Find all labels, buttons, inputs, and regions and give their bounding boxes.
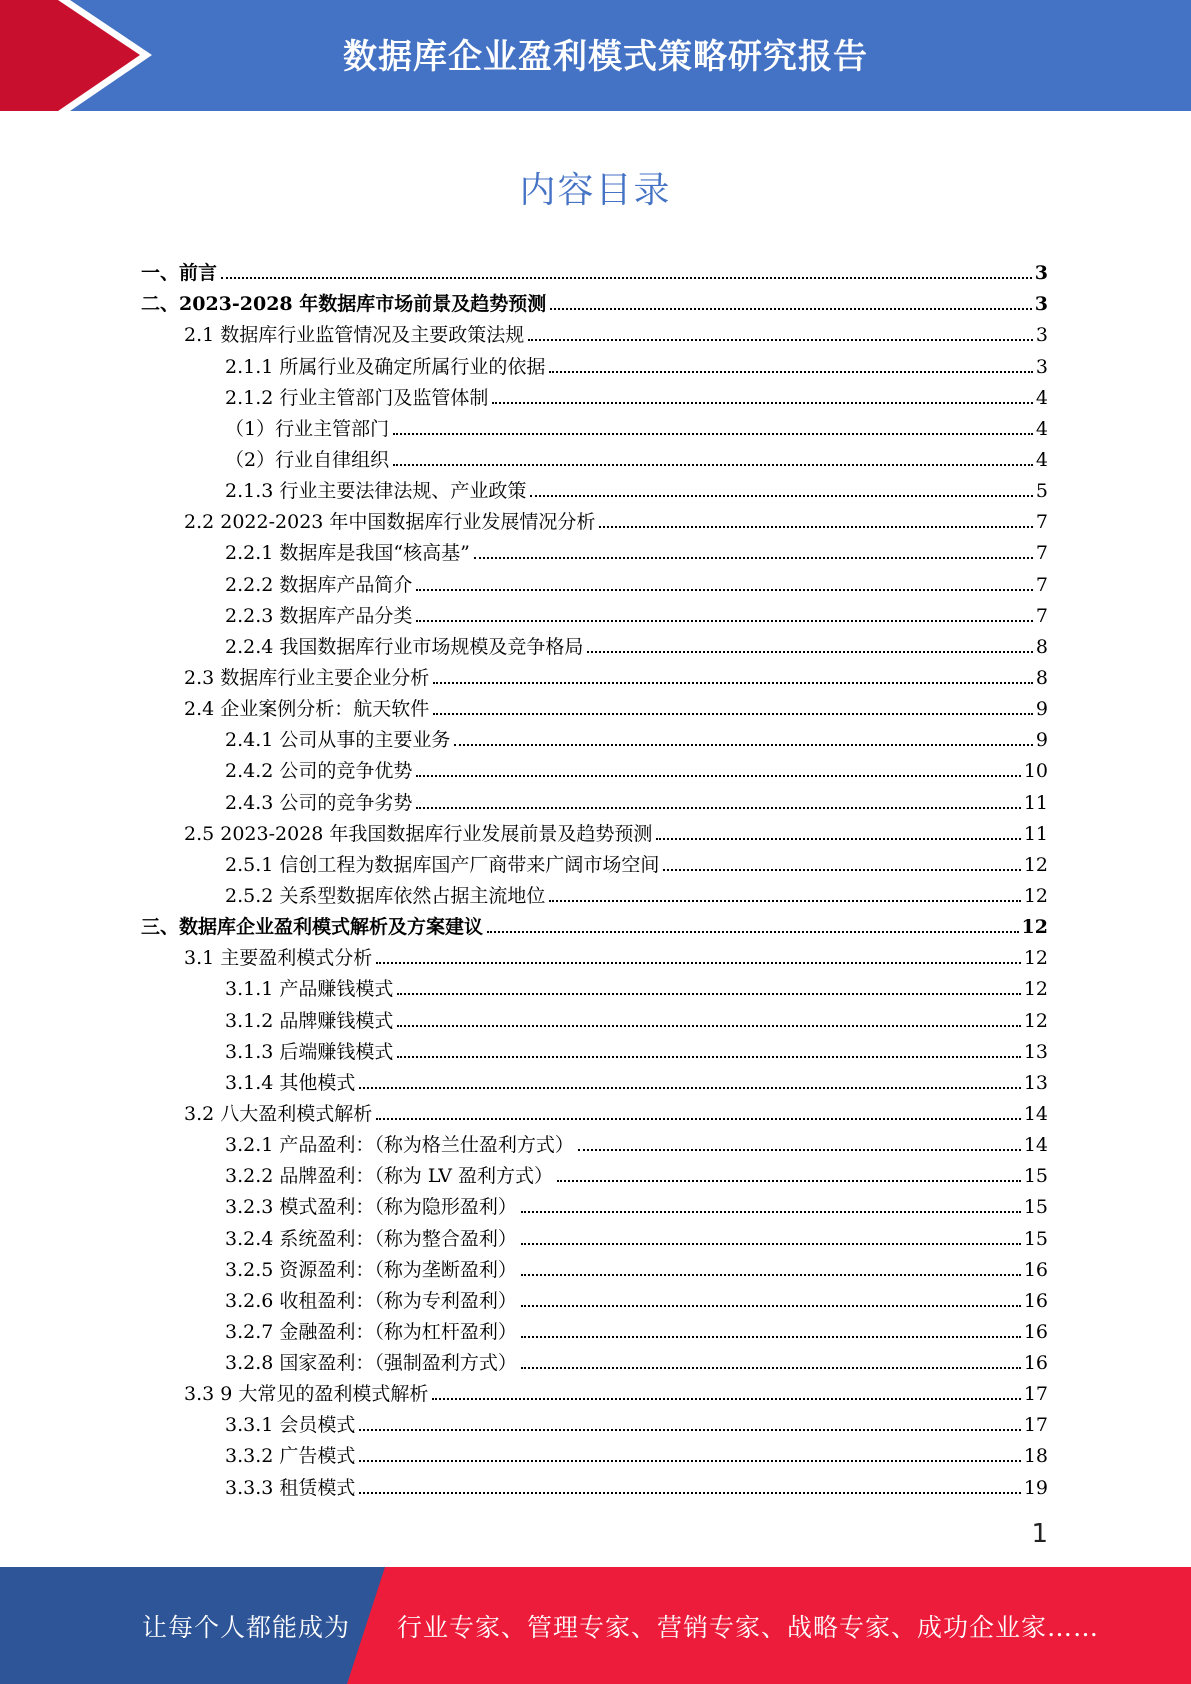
toc-entry[interactable] xyxy=(141,347,1048,378)
toc-dot-leader xyxy=(359,1087,1020,1089)
toc-entry-page: 16 xyxy=(1023,1352,1048,1375)
toc-entry-page: 14 xyxy=(1023,1134,1048,1157)
toc-entry-page: 16 xyxy=(1023,1320,1048,1343)
header-band xyxy=(0,0,1191,111)
toc-entry-page: 8 xyxy=(1035,666,1048,689)
toc-entry-title: 3.3.3 租赁模式 xyxy=(225,1476,356,1499)
table-of-contents xyxy=(141,254,1048,1500)
toc-dot-leader xyxy=(432,1398,1020,1400)
toc-dot-leader xyxy=(557,1180,1021,1182)
toc-entry-title: 2.1.2 行业主管部门及监管体制 xyxy=(225,386,489,409)
toc-entry-page: 7 xyxy=(1035,573,1048,596)
footer-slogan-left: 让每个人都能成为 xyxy=(142,1612,351,1642)
toc-entry-page: 10 xyxy=(1023,760,1048,783)
toc-dot-leader xyxy=(397,1025,1020,1027)
toc-entry[interactable] xyxy=(141,1033,1048,1064)
toc-entry[interactable] xyxy=(141,783,1048,814)
toc-dot-leader xyxy=(530,495,1033,497)
toc-entry-page: 8 xyxy=(1035,635,1048,658)
toc-entry[interactable] xyxy=(141,316,1048,347)
toc-title: 内容目录 xyxy=(519,170,672,211)
toc-entry-title: 2.2.4 我国数据库行业市场规模及竞争格局 xyxy=(225,635,584,658)
toc-entry-page: 4 xyxy=(1035,386,1048,409)
toc-entry[interactable] xyxy=(141,379,1048,410)
toc-entry-page: 9 xyxy=(1035,698,1048,721)
toc-dot-leader xyxy=(454,744,1033,746)
toc-entry-page: 12 xyxy=(1023,1009,1048,1032)
toc-entry[interactable] xyxy=(141,1406,1048,1437)
toc-entry[interactable] xyxy=(141,1095,1048,1126)
toc-entry-title: 3.1.3 后端赚钱模式 xyxy=(225,1040,394,1063)
toc-entry[interactable] xyxy=(141,1219,1048,1250)
toc-dot-leader xyxy=(393,433,1033,435)
toc-entry[interactable] xyxy=(141,659,1048,690)
toc-entry-title: 3.2 八大盈利模式解析 xyxy=(184,1102,373,1125)
toc-dot-leader xyxy=(663,869,1020,871)
toc-entry-page: 5 xyxy=(1035,480,1048,503)
toc-entry[interactable] xyxy=(141,1468,1048,1499)
toc-dot-leader xyxy=(550,308,1032,310)
toc-entry-page: 14 xyxy=(1023,1102,1048,1125)
toc-entry[interactable] xyxy=(141,1282,1048,1313)
toc-entry-title: 3.3 9 大常见的盈利模式解析 xyxy=(184,1383,429,1406)
toc-entry-title: 2.4 企业案例分析：航天软件 xyxy=(184,698,430,721)
toc-entry-title: 3.1.2 品牌赚钱模式 xyxy=(225,1009,394,1032)
toc-dot-leader xyxy=(578,1149,1021,1151)
toc-dot-leader xyxy=(359,1492,1020,1494)
toc-dot-leader xyxy=(549,371,1033,373)
toc-dot-leader xyxy=(416,589,1033,591)
toc-dot-leader xyxy=(416,807,1020,809)
toc-dot-leader xyxy=(359,1460,1020,1462)
toc-entry[interactable] xyxy=(141,1157,1048,1188)
toc-dot-leader xyxy=(521,1336,1021,1338)
toc-entry-page: 11 xyxy=(1023,822,1048,845)
toc-entry-title: 2.5 2023-2028 年我国数据库行业发展前景及趋势预测 xyxy=(184,822,653,845)
toc-entry-page: 4 xyxy=(1035,417,1048,440)
page-number: 1 xyxy=(1031,1519,1048,1549)
toc-entry[interactable] xyxy=(141,503,1048,534)
toc-entry-page: 12 xyxy=(1021,916,1048,939)
toc-entry-title: （1）行业主管部门 xyxy=(225,417,390,440)
toc-entry-page: 3 xyxy=(1035,355,1048,378)
toc-entry[interactable] xyxy=(141,939,1048,970)
toc-entry-page: 19 xyxy=(1023,1476,1048,1499)
toc-dot-leader xyxy=(528,339,1033,341)
toc-entry-title: 2.5.1 信创工程为数据库国产厂商带来广阔市场空间 xyxy=(225,853,660,876)
toc-entry-page: 3 xyxy=(1034,293,1048,316)
toc-dot-leader xyxy=(397,993,1020,995)
toc-dot-leader xyxy=(376,1118,1021,1120)
toc-dot-leader xyxy=(221,277,1032,279)
toc-entry-page: 17 xyxy=(1023,1414,1048,1437)
toc-entry-title: 一、前言 xyxy=(141,262,218,285)
toc-entry-title: 2.3 数据库行业主要企业分析 xyxy=(184,666,430,689)
report-title: 数据库企业盈利模式策略研究报告 xyxy=(343,36,868,77)
toc-dot-leader xyxy=(433,682,1033,684)
toc-entry-page: 11 xyxy=(1023,791,1048,814)
toc-dot-leader xyxy=(521,1305,1021,1307)
toc-entry-title: 2.2.3 数据库产品分类 xyxy=(225,604,413,627)
toc-entry-title: 2.1.3 行业主要法律法规、产业政策 xyxy=(225,480,527,503)
toc-entry[interactable] xyxy=(141,441,1048,472)
toc-entry[interactable] xyxy=(141,1064,1048,1095)
toc-entry[interactable] xyxy=(141,410,1048,441)
toc-dot-leader xyxy=(474,557,1033,559)
toc-entry-page: 3 xyxy=(1034,262,1048,285)
toc-dot-leader xyxy=(393,464,1033,466)
toc-entry[interactable] xyxy=(141,472,1048,503)
toc-entry-title: 3.2.7 金融盈利：（称为杠杆盈利） xyxy=(225,1320,517,1343)
toc-entry-title: 3.3.2 广告模式 xyxy=(225,1445,356,1468)
toc-entry-title: （2）行业自律组织 xyxy=(225,448,390,471)
toc-entry-title: 3.2.3 模式盈利：（称为隐形盈利） xyxy=(225,1196,517,1219)
toc-entry[interactable] xyxy=(141,752,1048,783)
toc-entry-page: 15 xyxy=(1023,1196,1048,1219)
toc-entry[interactable] xyxy=(141,877,1048,908)
toc-dot-leader xyxy=(521,1274,1021,1276)
footer-slogan-right: 行业专家、管理专家、营销专家、战略专家、成功企业家…… xyxy=(397,1612,1100,1642)
toc-entry[interactable] xyxy=(141,1437,1048,1468)
toc-entry[interactable] xyxy=(141,1251,1048,1282)
toc-dot-leader xyxy=(549,900,1020,902)
toc-dot-leader xyxy=(487,931,1019,933)
toc-dot-leader xyxy=(359,1429,1020,1431)
toc-entry-title: 2.4.2 公司的竞争优势 xyxy=(225,760,413,783)
toc-entry[interactable] xyxy=(141,597,1048,628)
toc-entry-title: 3.2.1 产品盈利：（称为格兰仕盈利方式） xyxy=(225,1134,574,1157)
toc-entry-title: 3.1.4 其他模式 xyxy=(225,1071,356,1094)
toc-entry-page: 12 xyxy=(1023,947,1048,970)
toc-entry[interactable] xyxy=(141,1344,1048,1375)
toc-entry-page: 13 xyxy=(1023,1040,1048,1063)
toc-entry-title: 3.1.1 产品赚钱模式 xyxy=(225,978,394,1001)
toc-entry[interactable] xyxy=(141,1313,1048,1344)
toc-entry-title: 2.2 2022-2023 年中国数据库行业发展情况分析 xyxy=(184,511,596,534)
toc-entry-title: 3.3.1 会员模式 xyxy=(225,1414,356,1437)
toc-entry-page: 4 xyxy=(1035,448,1048,471)
toc-entry[interactable] xyxy=(141,254,1048,285)
toc-entry[interactable] xyxy=(141,846,1048,877)
toc-dot-leader xyxy=(433,713,1033,715)
toc-entry[interactable] xyxy=(141,970,1048,1001)
toc-entry-page: 12 xyxy=(1023,853,1048,876)
toc-entry[interactable] xyxy=(141,690,1048,721)
toc-entry[interactable] xyxy=(141,285,1048,316)
toc-entry-page: 12 xyxy=(1023,978,1048,1001)
toc-dot-leader xyxy=(416,620,1033,622)
toc-entry-page: 17 xyxy=(1023,1383,1048,1406)
toc-entry[interactable] xyxy=(141,815,1048,846)
toc-entry-page: 15 xyxy=(1023,1165,1048,1188)
toc-dot-leader xyxy=(416,775,1020,777)
toc-entry-title: 2.4.3 公司的竞争劣势 xyxy=(225,791,413,814)
toc-entry-page: 3 xyxy=(1035,324,1048,347)
toc-entry-title: 2.4.1 公司从事的主要业务 xyxy=(225,729,451,752)
toc-entry-page: 16 xyxy=(1023,1289,1048,1312)
toc-entry-title: 2.2.2 数据库产品简介 xyxy=(225,573,413,596)
toc-entry-title: 三、数据库企业盈利模式解析及方案建议 xyxy=(141,916,484,939)
toc-entry[interactable] xyxy=(141,1375,1048,1406)
toc-entry-title: 二、2023-2028 年数据库市场前景及趋势预测 xyxy=(141,293,547,316)
toc-entry[interactable] xyxy=(141,908,1048,939)
toc-entry-page: 15 xyxy=(1023,1227,1048,1250)
toc-entry-page: 9 xyxy=(1035,729,1048,752)
toc-entry-title: 3.2.8 国家盈利：（强制盈利方式） xyxy=(225,1352,517,1375)
toc-dot-leader xyxy=(656,838,1020,840)
toc-dot-leader xyxy=(521,1367,1021,1369)
toc-dot-leader xyxy=(397,1056,1020,1058)
toc-entry-page: 16 xyxy=(1023,1258,1048,1281)
toc-entry[interactable] xyxy=(141,721,1048,752)
toc-dot-leader xyxy=(599,526,1032,528)
toc-entry-page: 7 xyxy=(1035,542,1048,565)
toc-entry-title: 2.2.1 数据库是我国“核高基” xyxy=(225,542,470,565)
toc-entry[interactable] xyxy=(141,1001,1048,1032)
toc-entry-title: 3.2.5 资源盈利：（称为垄断盈利） xyxy=(225,1258,517,1281)
toc-entry-title: 3.1 主要盈利模式分析 xyxy=(184,947,373,970)
toc-entry[interactable] xyxy=(141,1126,1048,1157)
toc-entry[interactable] xyxy=(141,628,1048,659)
toc-entry-title: 2.5.2 关系型数据库依然占据主流地位 xyxy=(225,884,546,907)
toc-entry-page: 18 xyxy=(1023,1445,1048,1468)
toc-entry[interactable] xyxy=(141,1188,1048,1219)
toc-entry-title: 3.2.6 收租盈利：（称为专利盈利） xyxy=(225,1289,517,1312)
toc-entry-title: 2.1.1 所属行业及确定所属行业的依据 xyxy=(225,355,546,378)
toc-entry-page: 7 xyxy=(1035,511,1048,534)
toc-dot-leader xyxy=(587,651,1033,653)
toc-entry[interactable] xyxy=(141,534,1048,565)
toc-entry-title: 2.1 数据库行业监管情况及主要政策法规 xyxy=(184,324,525,347)
toc-entry-title: 3.2.2 品牌盈利：（称为 LV 盈利方式） xyxy=(225,1165,554,1188)
toc-entry[interactable] xyxy=(141,565,1048,596)
toc-entry-title: 3.2.4 系统盈利：（称为整合盈利） xyxy=(225,1227,517,1250)
toc-dot-leader xyxy=(521,1243,1021,1245)
toc-dot-leader xyxy=(376,962,1021,964)
toc-dot-leader xyxy=(521,1211,1021,1213)
toc-entry-page: 7 xyxy=(1035,604,1048,627)
toc-entry-page: 12 xyxy=(1023,884,1048,907)
footer-band xyxy=(0,1567,1191,1684)
toc-dot-leader xyxy=(492,402,1033,404)
toc-entry-page: 13 xyxy=(1023,1071,1048,1094)
